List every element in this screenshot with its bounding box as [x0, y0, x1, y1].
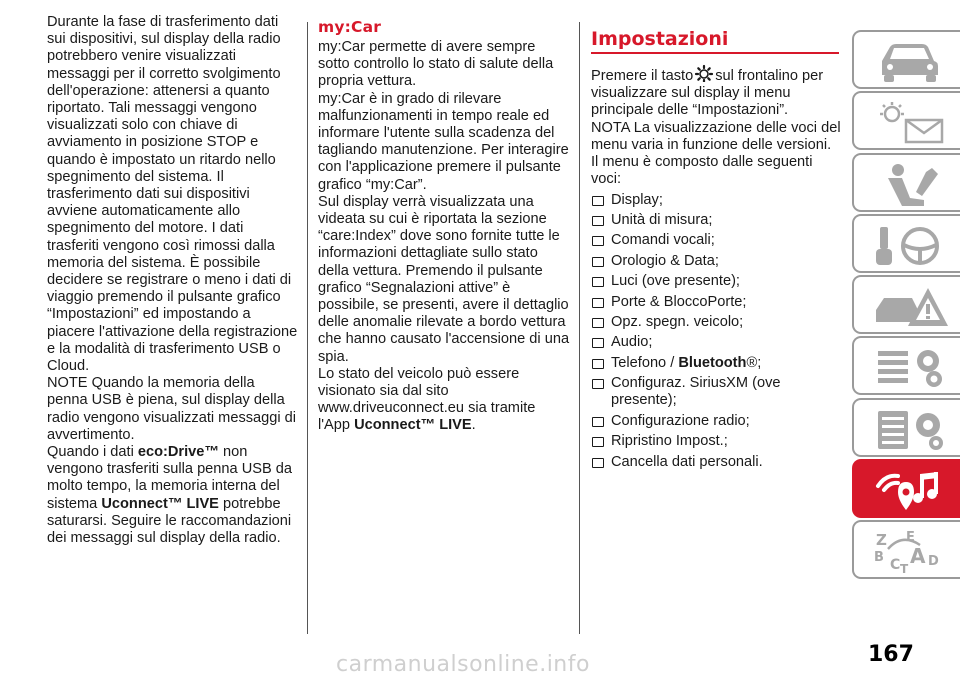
list-item: Porte & BloccoPorte;	[591, 294, 843, 311]
svg-text:C: C	[890, 557, 901, 574]
text-run: non vengono trasferiti sulla penna USB da molto tempo, la memoria interna del sistema	[47, 444, 293, 512]
text-run: Quando i dati	[47, 444, 138, 461]
index-letters-icon	[872, 529, 952, 573]
paragraph-mycar-web	[318, 366, 570, 435]
steering-key-icon	[872, 223, 952, 267]
tab-specs[interactable]	[852, 398, 960, 457]
settings-menu-list	[591, 192, 843, 471]
warning-lights-icon	[872, 100, 952, 144]
car-icon	[872, 39, 952, 83]
list-item: Comandi vocali;	[591, 232, 843, 249]
list-item: Cancella dati personali.	[591, 454, 843, 471]
column-right	[591, 14, 843, 471]
page-number: 167	[868, 642, 914, 667]
heading-impostazioni: Impostazioni	[591, 28, 839, 54]
paragraph-settings-note: NOTA La visualizzazione delle voci del menu varia in funzione delle versioni.	[591, 119, 841, 153]
svg-text:B: B	[874, 550, 884, 566]
tab-breakdown[interactable]	[852, 275, 960, 334]
breakdown-icon	[872, 284, 952, 328]
paragraph-mycar-intro: my:Car permette di avere sempre sotto controllo lo stato di salute della propria vettura.	[318, 39, 554, 90]
paragraph-settings-menu: Il menu è composto dalle seguenti voci:	[591, 154, 813, 188]
watermark: carmanualsonline.info	[336, 652, 590, 677]
paragraph-ecodrive	[47, 444, 299, 547]
paragraph-mycar-detect: my:Car è in grado di rilevare malfunzionamenti in tempo reale ed informare l'utente sulla scadenza del tagliando manutenzione. Per interagire con l'applicazione premere il pulsante grafico “my:Car”.	[318, 90, 569, 193]
tab-steering-key[interactable]	[852, 214, 960, 273]
column-middle	[318, 14, 570, 435]
list-item: Luci (ove presente);	[591, 273, 843, 290]
tab-maintenance[interactable]	[852, 336, 960, 395]
svg-text:D: D	[928, 554, 939, 570]
text-run: Telefono /	[611, 354, 679, 371]
list-item: Display;	[591, 192, 843, 209]
paragraph-data-transfer: Durante la fase di trasferimento dati sui dispositivi, sul display della radio potrebbero venire visualizzati messaggi per il corretto svolgimento dell'operazione: attenersi a quanto riportato. Tali messaggi vengono visualizzati solo con chiave di avviamento in posizione STOP e quando è impostato un ritardo nello spegnimento del sistema. Il trasferimento dati sui dispositivi avviene automaticamente allo spegnimento del motore. I dati trasferiti vengono così rimossi dalla memoria del sistema. È possibile decidere se registrare o meno i dati di viaggio premendo il pulsante grafico “Impostazioni” ed impostando a piacere l'attivazione della registrazione e la modalità di trasferimento USB o Cloud.	[47, 14, 298, 375]
tab-seat-safety[interactable]	[852, 153, 960, 212]
svg-text:T: T	[900, 562, 909, 574]
tab-warning-lights[interactable]	[852, 91, 960, 150]
svg-text:Z: Z	[876, 531, 887, 550]
paragraph-mycar-display: Sul display verrà visualizzata una videata su cui è riportata la sezione “care:Index” dove sono fornite tutte le informazioni dettagliate sullo stato della vettura. Premendo il pulsante grafico “Segnalazioni attive” è possibile, se presenti, avere il dettaglio delle anomalie rilevate a bordo vettura che hanno causato l'accensione di una spia.	[318, 193, 570, 365]
svg-text:A: A	[910, 544, 926, 569]
text-run: Premere il tasto	[591, 68, 694, 84]
list-item: Opz. spegn. veicolo;	[591, 314, 843, 331]
column-divider-1	[307, 22, 308, 634]
paragraph-settings-intro	[591, 64, 843, 120]
tab-multimedia[interactable]	[852, 459, 960, 518]
paragraph-usb-note: NOTE Quando la memoria della penna USB è piena, sul display della radio vengono visualizzati messaggi di avvertimento.	[47, 375, 297, 443]
list-item: Audio;	[591, 334, 843, 351]
multimedia-icon	[872, 468, 952, 512]
settings-gear-icon	[693, 64, 715, 82]
seat-safety-icon	[872, 162, 952, 206]
text-run: ®;	[746, 354, 762, 371]
column-divider-2	[579, 22, 580, 634]
bold-ecodrive: eco:Drive™	[137, 444, 219, 461]
specs-icon	[872, 407, 952, 451]
svg-text:E: E	[906, 530, 915, 546]
list-item: Unità di misura;	[591, 212, 843, 229]
chapter-tabs	[852, 30, 960, 582]
heading-mycar: my:Car	[318, 18, 382, 36]
text-run: .	[471, 417, 476, 434]
text-run: potrebbe saturarsi. Seguire le raccomandazioni dei messaggi sul display della radio.	[47, 495, 292, 547]
bold-bluetooth: Bluetooth	[678, 354, 747, 371]
column-left	[47, 14, 299, 547]
list-item-telephone	[591, 355, 843, 372]
list-item: Orologio & Data;	[591, 253, 843, 270]
tab-index[interactable]	[852, 520, 960, 579]
bold-uconnect: Uconnect™ LIVE	[101, 495, 219, 512]
maintenance-icon	[872, 345, 952, 389]
text-run: Lo stato del veicolo può essere visionato sia dal sito www.driveuconnect.eu sia tramite l'App	[318, 365, 536, 434]
text-run: sul frontalino per visualizzare sul display il menu principale delle “Impostazioni”.	[591, 68, 824, 119]
bold-uconnect-app: Uconnect™ LIVE	[354, 417, 472, 434]
list-item: Configuraz. SiriusXM (ove presente);	[591, 375, 843, 409]
tab-car[interactable]	[852, 30, 960, 89]
list-item: Ripristino Impost.;	[591, 433, 843, 450]
list-item: Configurazione radio;	[591, 413, 843, 430]
